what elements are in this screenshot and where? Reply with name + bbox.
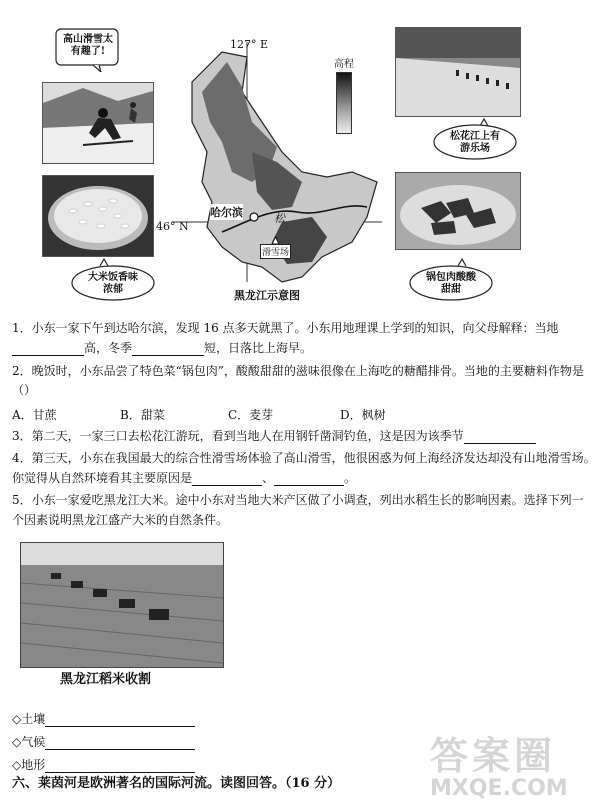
- river-bubble-text: 松花江上有游乐场: [450, 131, 500, 154]
- rice-speech-bubble: [70, 258, 156, 302]
- elevation-legend: [330, 55, 358, 134]
- answer-blank[interactable]: [464, 430, 536, 444]
- harvest-caption: 黑龙江稻米收割: [60, 672, 152, 687]
- question-5-line-2: 个因素说明黑龙江盛产大米的自然条件。: [12, 513, 229, 527]
- question-1-line-2: [12, 340, 312, 356]
- answer-blank[interactable]: [192, 472, 262, 486]
- ski-photo: [42, 82, 154, 164]
- watermark-text-cn: 答案圈: [430, 734, 557, 778]
- answer-blank[interactable]: [45, 736, 195, 750]
- answer-blank[interactable]: [132, 342, 204, 356]
- watermark: [430, 725, 600, 805]
- province-map-graphic: [152, 32, 402, 302]
- option-a[interactable]: A．甘蔗: [12, 408, 57, 422]
- river-label: 松: [274, 212, 285, 225]
- question-4-line-2: [12, 470, 356, 486]
- q4-separator: 、: [262, 471, 275, 485]
- heilongjiang-map: [152, 32, 402, 302]
- ski-resort-label: 滑雪场: [260, 244, 291, 259]
- map-title: 黑龙江示意图: [234, 289, 300, 302]
- option-b[interactable]: B．甜菜: [120, 408, 165, 422]
- answer-blank[interactable]: [12, 342, 84, 356]
- factor-terrain-label: ◇地形: [12, 758, 46, 772]
- longitude-label: 127° E: [230, 38, 269, 51]
- watermark-text-url: MXQE.COM: [430, 776, 568, 801]
- q1-text-high: 高，冬季: [84, 341, 133, 355]
- elevation-gradient-bar: [336, 72, 352, 134]
- pork-bubble-text: 锅包肉酸酸甜甜: [426, 272, 476, 295]
- ski-bubble-text: 高山滑雪太有趣了!: [63, 34, 113, 57]
- heilongjiang-figure: [0, 0, 606, 305]
- river-photo: [395, 27, 521, 117]
- answer-blank[interactable]: [274, 472, 344, 486]
- rice-photo: [42, 175, 154, 257]
- factor-climate-row: [12, 733, 195, 750]
- rice-bubble-text: 大米饭香味浓郁: [88, 272, 138, 295]
- q4-end: 。: [344, 471, 357, 485]
- option-c[interactable]: C．麦芽: [228, 408, 274, 422]
- city-label-harbin: 哈尔滨: [210, 206, 243, 219]
- factor-climate-label: ◇气候: [12, 735, 46, 749]
- answer-blank[interactable]: [45, 759, 195, 773]
- answer-blank[interactable]: [45, 713, 195, 727]
- factor-soil-row: [12, 710, 195, 727]
- question-2-line-2: （）: [12, 383, 37, 397]
- question-1-line-1: 1．小东一家下午到达哈尔滨，发现 16 点多天就黑了。小东用地理课上学到的知识，向父母解释：当地: [12, 321, 559, 335]
- legend-title: 高程: [334, 59, 354, 70]
- section-6-heading: 六、莱茵河是欧洲著名的国际河流。读图回答。（16 分）: [12, 776, 341, 791]
- river-speech-bubble: [432, 118, 518, 160]
- rice-harvest-photo: [20, 542, 224, 668]
- pork-speech-bubble: [408, 258, 494, 302]
- ski-speech-bubble: [55, 28, 121, 72]
- factor-soil-label: ◇土壤: [12, 712, 46, 726]
- question-5-line-1: 5．小东一家爱吃黑龙江大米。途中小东对当地大米产区做了小调查，列出水稻生长的影响因素。选择下列一: [12, 493, 584, 507]
- question-4-line-1: 4．第三天，小东在我国最大的综合性滑雪场体验了高山滑雪，他很困惑为何上海经济发达却没有山地滑雪场。: [12, 451, 596, 465]
- pork-photo: [395, 172, 521, 250]
- q1-text-short: 短，日落比上海早。: [204, 341, 313, 355]
- question-3: [12, 428, 536, 444]
- factor-terrain-row: [12, 756, 195, 773]
- q3-text: 3．第二天，一家三口去松花江游玩，看到当地人在用钢钎凿洞钓鱼，这是因为该季节: [12, 429, 464, 443]
- question-2-line-1: 2．晚饭时，小东品尝了特色菜“锅包肉”，酸酸甜甜的滋味很像在上海吃的糖醋排骨。当地的主要糖料作物是: [12, 364, 584, 378]
- latitude-label: 46° N: [156, 220, 189, 233]
- q4-text: 你觉得从自然环境看其主要原因是: [12, 471, 193, 485]
- option-d[interactable]: D．枫树: [340, 408, 386, 422]
